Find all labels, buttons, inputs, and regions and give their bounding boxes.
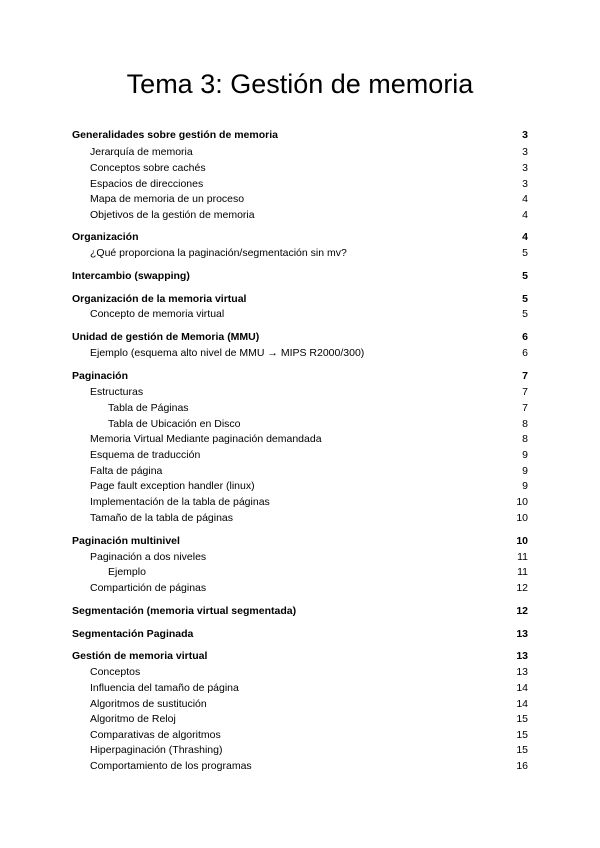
toc-page-number: 11 — [517, 551, 528, 563]
toc-page-number: 14 — [516, 698, 528, 710]
toc-page-number: 3 — [522, 178, 528, 190]
toc-entry[interactable] — [72, 306, 528, 322]
toc-entry[interactable] — [72, 463, 528, 479]
toc-entry-title: Unidad de gestión de Memoria (MMU) — [72, 331, 260, 343]
toc-entry-title: Jerarquía de memoria — [90, 146, 193, 158]
toc-section[interactable] — [72, 268, 528, 284]
toc-page-number: 9 — [522, 449, 528, 461]
toc-entry-title: Conceptos sobre cachés — [90, 162, 206, 174]
toc-page-number: 15 — [516, 744, 528, 756]
toc-entry-title: Paginación — [72, 370, 129, 382]
toc-entry-title: Mapa de memoria de un proceso — [90, 193, 245, 205]
toc-section[interactable] — [72, 368, 528, 384]
toc-entry-title: Conceptos — [90, 666, 141, 678]
toc-page-number: 7 — [522, 386, 528, 398]
toc-page-number: 10 — [516, 496, 528, 508]
toc-page-number: 12 — [516, 582, 528, 594]
toc-entry[interactable] — [72, 431, 528, 447]
toc-entry-title: Influencia del tamaño de página — [90, 682, 239, 694]
toc-section[interactable] — [72, 229, 528, 245]
toc-entry-title: Espacios de direcciones — [90, 178, 204, 190]
toc-entry[interactable] — [72, 176, 528, 192]
toc-page-number: 7 — [522, 370, 528, 382]
toc-entry-title: Esquema de traducción — [90, 449, 201, 461]
toc-entry-title: Implementación de la tabla de páginas — [90, 496, 270, 508]
toc-entry[interactable] — [72, 564, 528, 580]
toc-entry[interactable] — [72, 384, 528, 400]
toc-entry-title: Comportamiento de los programas — [90, 760, 252, 772]
toc-entry-title: Falta de página — [90, 465, 163, 477]
toc-entry[interactable] — [72, 207, 528, 223]
toc-section[interactable] — [72, 329, 528, 345]
toc-entry-title: Memoria Virtual Mediante paginación demandada — [90, 433, 322, 445]
toc-page-number: 10 — [516, 512, 528, 524]
toc-entry[interactable] — [72, 696, 528, 712]
toc-page-number: 16 — [516, 760, 528, 772]
toc-page-number: 7 — [522, 402, 528, 414]
toc-entry[interactable] — [72, 758, 528, 774]
toc-page-number: 9 — [522, 465, 528, 477]
toc-entry[interactable] — [72, 478, 528, 494]
toc-page-number: 12 — [516, 605, 528, 617]
toc-section[interactable] — [72, 603, 528, 619]
toc-entry-title: Gestión de memoria virtual — [72, 650, 208, 662]
toc-entry-title: Algoritmo de Reloj — [90, 713, 176, 725]
toc-entry[interactable] — [72, 447, 528, 463]
toc-page-number: 10 — [516, 535, 528, 547]
toc-entry[interactable] — [72, 742, 528, 758]
toc-page-number: 13 — [516, 666, 528, 678]
toc-entry[interactable] — [72, 400, 528, 416]
toc-page-number: 8 — [522, 418, 528, 430]
toc-entry-title: Tabla de Ubicación en Disco — [108, 418, 241, 430]
toc-page-number: 4 — [522, 209, 528, 221]
toc-page-number: 13 — [516, 650, 528, 662]
toc-page-number: 3 — [522, 162, 528, 174]
toc-page-number: 6 — [522, 347, 528, 359]
toc-entry-title: Algoritmos de sustitución — [90, 698, 207, 710]
toc-section[interactable] — [72, 533, 528, 549]
toc-entry-title: Concepto de memoria virtual — [90, 308, 225, 320]
toc-entry-title: Generalidades sobre gestión de memoria — [72, 129, 278, 141]
toc-entry-title: ¿Qué proporciona la paginación/segmentación sin mv? — [90, 247, 347, 259]
toc-entry[interactable] — [72, 727, 528, 743]
toc-entry-title: Ejemplo (esquema alto nivel de MMU → MIPS R2000/300) — [90, 347, 365, 359]
toc-entry-title: Comparativas de algoritmos — [90, 729, 221, 741]
toc-entry[interactable] — [72, 580, 528, 596]
toc-entry-title: Paginación multinivel — [72, 535, 180, 547]
toc-entry-title: Compartición de páginas — [90, 582, 207, 594]
toc-entry[interactable] — [72, 510, 528, 526]
toc-page-number: 8 — [522, 433, 528, 445]
toc-page-number: 15 — [516, 713, 528, 725]
toc-section[interactable] — [72, 127, 528, 143]
toc-page-number: 3 — [522, 129, 528, 141]
toc-entry[interactable] — [72, 345, 528, 361]
toc-entry[interactable] — [72, 549, 528, 565]
toc-page-number: 6 — [522, 331, 528, 343]
toc-entry-title: Segmentación (memoria virtual segmentada) — [72, 605, 297, 617]
toc-entry-title: Paginación a dos niveles — [90, 551, 207, 563]
toc-entry[interactable] — [72, 144, 528, 160]
toc-entry[interactable] — [72, 416, 528, 432]
toc-page-number: 4 — [522, 193, 528, 205]
toc-page-number: 5 — [522, 247, 528, 259]
toc-page-number: 5 — [522, 270, 528, 282]
toc-entry[interactable] — [72, 494, 528, 510]
toc-section[interactable] — [72, 291, 528, 307]
toc-entry[interactable] — [72, 245, 528, 261]
toc-entry-title: Page fault exception handler (linux) — [90, 480, 255, 492]
toc-entry[interactable] — [72, 680, 528, 696]
toc-page-number: 13 — [516, 628, 528, 640]
toc-page-number: 9 — [522, 480, 528, 492]
toc-entry-title: Ejemplo — [108, 566, 146, 578]
toc-entry-title: Estructuras — [90, 386, 144, 398]
document-title: Tema 3: Gestión de memoria — [126, 69, 474, 99]
toc-entry[interactable] — [72, 160, 528, 176]
toc-page-number: 5 — [522, 308, 528, 320]
toc-entry-title: Tamaño de la tabla de páginas — [90, 512, 234, 524]
toc-entry[interactable] — [72, 711, 528, 727]
toc-page-number: 15 — [516, 729, 528, 741]
toc-page-number: 14 — [516, 682, 528, 694]
toc-section[interactable] — [72, 626, 528, 642]
toc-page-number: 11 — [517, 566, 528, 578]
toc-entry-title: Organización de la memoria virtual — [72, 293, 247, 305]
toc-page-number: 4 — [522, 231, 528, 243]
toc-page-number: 3 — [522, 146, 528, 158]
toc-entry-title: Tabla de Páginas — [108, 402, 189, 414]
toc-section[interactable] — [72, 648, 528, 664]
toc-entry-title: Objetivos de la gestión de memoria — [90, 209, 255, 221]
toc-entry[interactable] — [72, 191, 528, 207]
toc-page-number: 5 — [522, 293, 528, 305]
toc-entry-title: Organización — [72, 231, 139, 243]
toc-entry-title: Intercambio (swapping) — [72, 270, 190, 282]
toc-entry-title: Segmentación Paginada — [72, 628, 194, 640]
toc-entry-title: Hiperpaginación (Thrashing) — [90, 744, 223, 756]
toc-entry[interactable] — [72, 664, 528, 680]
